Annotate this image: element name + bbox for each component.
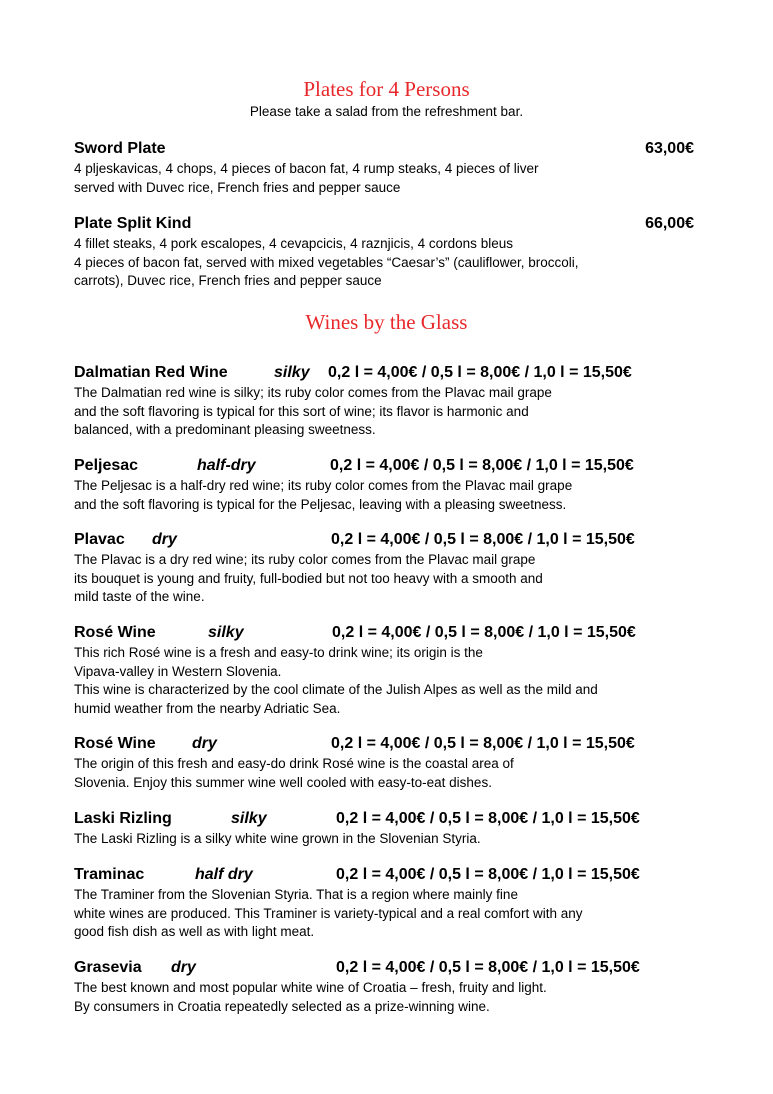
description-line: By consumers in Croatia repeatedly selected as a prize-winning wine.	[74, 998, 490, 1014]
wine-style: half-dry	[197, 457, 256, 474]
wine-price: 0,2 l = 4,00€ / 0,5 l = 8,00€ / 1,0 l = 15,50€	[328, 364, 632, 381]
description-line: good fish dish as well as with light meat.	[74, 924, 315, 939]
wine-description	[74, 644, 714, 718]
description-line: The Traminer from the Slovenian Styria. That is a region where mainly fine	[74, 887, 518, 902]
description-line: balanced, with a predominant pleasing sweetness.	[74, 422, 376, 437]
description-line: its bouquet is young and fruity, full-bodied but not too heavy with a smooth and	[74, 570, 543, 586]
wine-name: Traminac	[74, 866, 145, 883]
wine-name: Peljesac	[74, 457, 139, 474]
description-line: 4 fillet steaks, 4 pork escalopes, 4 cevapcicis, 4 raznjicis, 4 cordons bleus	[74, 236, 513, 251]
wine-price: 0,2 l = 4,00€ / 0,5 l = 8,00€ / 1,0 l = 15,50€	[330, 457, 634, 474]
wine-item	[74, 624, 714, 718]
wines-heading: Wines by the Glass	[305, 310, 468, 334]
plate-item	[74, 215, 714, 291]
wine-name: Dalmatian Red Wine	[74, 364, 228, 381]
description-line: humid weather from the nearby Adriatic Sea.	[74, 700, 341, 716]
description-line: 4 pljeskavicas, 4 chops, 4 pieces of bacon fat, 4 rump steaks, 4 pieces of liver	[74, 161, 539, 176]
wine-style: silky	[231, 810, 267, 827]
wine-price: 0,2 l = 4,00€ / 0,5 l = 8,00€ / 1,0 l = 15,50€	[336, 866, 640, 883]
plate-price: 63,00€	[645, 140, 694, 157]
description-line: Slovenia. Enjoy this summer wine well cooled with easy-to-eat dishes.	[74, 774, 492, 790]
wine-name: Grasevia	[74, 959, 142, 976]
wine-price: 0,2 l = 4,00€ / 0,5 l = 8,00€ / 1,0 l = 15,50€	[332, 624, 636, 641]
wine-name: Laski Rizling	[74, 810, 172, 827]
description-line: The best known and most popular white wine of Croatia – fresh, fruity and light.	[74, 980, 547, 995]
wine-style: dry	[192, 735, 217, 752]
wine-price: 0,2 l = 4,00€ / 0,5 l = 8,00€ / 1,0 l = 15,50€	[336, 959, 640, 976]
wine-description	[74, 755, 714, 792]
wine-item	[74, 457, 714, 514]
description-line: The Peljesac is a half-dry red wine; its ruby color comes from the Plavac mail grape	[74, 478, 573, 493]
wine-description	[74, 830, 714, 849]
description-line: white wines are produced. This Traminer is variety-typical and a real comfort with any	[74, 905, 583, 921]
plates-heading: Plates for 4 Persons	[303, 77, 470, 101]
description-line: The Laski Rizling is a silky white wine grown in the Slovenian Styria.	[74, 831, 481, 846]
plate-item	[74, 140, 714, 197]
description-line: mild taste of the wine.	[74, 589, 205, 604]
description-line: and the soft flavoring is typical for the Peljesac, leaving with a pleasing sweetness.	[74, 496, 567, 512]
wine-name: Plavac	[74, 531, 125, 548]
wine-style: silky	[274, 364, 310, 381]
wine-name: Rosé Wine	[74, 735, 156, 752]
description-line: The Plavac is a dry red wine; its ruby color comes from the Plavac mail grape	[74, 552, 536, 567]
wine-description	[74, 477, 714, 514]
wine-item	[74, 810, 714, 849]
wine-name: Rosé Wine	[74, 624, 156, 641]
description-line: served with Duvec rice, French fries and pepper sauce	[74, 179, 401, 195]
wine-item	[74, 959, 714, 1016]
wine-style: dry	[171, 959, 196, 976]
wine-item	[74, 735, 714, 792]
description-line: The Dalmatian red wine is silky; its ruby color comes from the Plavac mail grape	[74, 385, 552, 400]
plates-note: Please take a salad from the refreshment bar.	[249, 104, 524, 119]
plate-name: Plate Split Kind	[74, 215, 192, 232]
wine-item	[74, 364, 714, 440]
wine-style: half dry	[195, 866, 253, 883]
wine-price: 0,2 l = 4,00€ / 0,5 l = 8,00€ / 1,0 l = 15,50€	[331, 735, 635, 752]
description-line: Vipava-valley in Western Slovenia.	[74, 663, 282, 679]
wine-description	[74, 551, 714, 607]
description-line: The origin of this fresh and easy-do drink Rosé wine is the coastal area of	[74, 756, 514, 771]
plate-description	[74, 235, 714, 291]
wine-price: 0,2 l = 4,00€ / 0,5 l = 8,00€ / 1,0 l = 15,50€	[336, 810, 640, 827]
wine-item	[74, 531, 714, 607]
description-line: 4 pieces of bacon fat, served with mixed vegetables “Caesar’s” (cauliflower, broccoli,	[74, 254, 579, 270]
wine-style: silky	[208, 624, 244, 641]
wine-price: 0,2 l = 4,00€ / 0,5 l = 8,00€ / 1,0 l = 15,50€	[331, 531, 635, 548]
wine-description	[74, 886, 714, 942]
wine-description	[74, 384, 714, 440]
wine-description	[74, 979, 714, 1016]
wine-item	[74, 866, 714, 942]
plate-price: 66,00€	[645, 215, 694, 232]
wine-style: dry	[152, 531, 177, 548]
description-line: This rich Rosé wine is a fresh and easy-to drink wine; its origin is the	[74, 645, 483, 660]
description-line: carrots), Duvec rice, French fries and pepper sauce	[74, 273, 382, 288]
description-line: This wine is characterized by the cool climate of the Julish Alpes as well as the mild and	[74, 682, 598, 697]
plate-name: Sword Plate	[74, 140, 166, 157]
description-line: and the soft flavoring is typical for this sort of wine; its flavor is harmonic and	[74, 403, 529, 419]
plate-description	[74, 160, 714, 197]
